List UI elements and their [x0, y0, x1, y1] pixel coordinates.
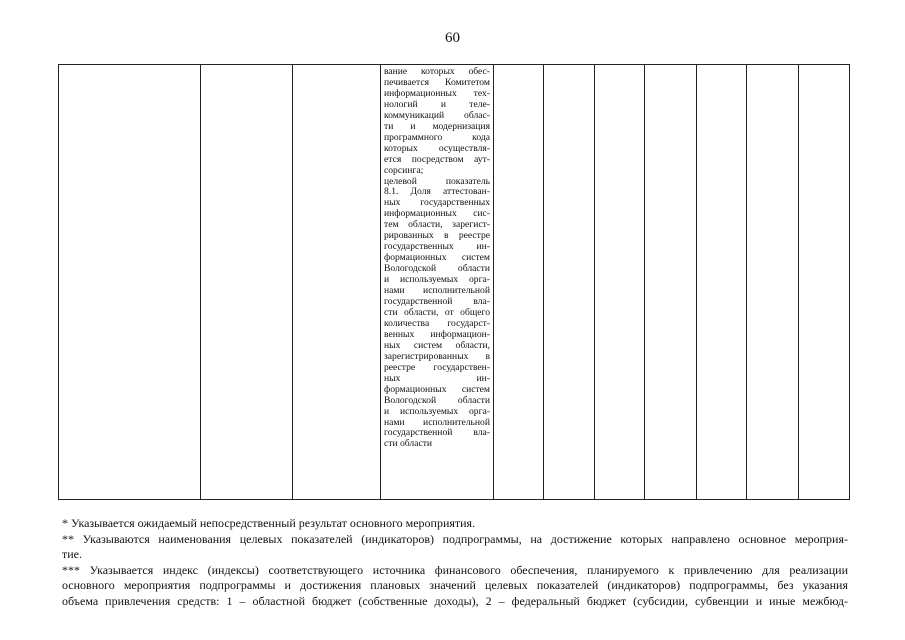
indicator-text-line: коммуникаций облас- — [384, 109, 490, 121]
indicator-text-line: сти области, от общего — [384, 306, 490, 318]
indicator-text-line: формационных систем — [384, 383, 490, 395]
table-row — [59, 65, 850, 500]
indicator-text-line: государственной вла- — [384, 296, 490, 308]
table-cell-indicators — [381, 65, 494, 500]
indicator-text-line: и используемых орга- — [384, 274, 490, 286]
indicator-text-line: сорсинга; — [384, 164, 424, 176]
footnote-sources-line2: основного мероприятия подпрограммы и достижения плановых значений целевых показателей (индикаторов) подпрограммы, без указания — [62, 578, 848, 592]
indicator-text-line: нами исполнительной — [384, 285, 490, 297]
footnote-sources-line3: объема привлечения средств: 1 – областной бюджет (собственные доходы), 2 – федеральный бюджет (субсидии, субвенции и иные межбюд- — [62, 593, 848, 608]
indicator-text-line: нами исполнительной — [384, 416, 490, 428]
indicator-text-line: 8.1. Доля аттестован- — [384, 186, 490, 198]
indicator-text-line: количества государст- — [384, 317, 490, 329]
page-number: 60 — [445, 30, 460, 46]
indicator-text-line: сти области — [384, 438, 433, 450]
program-table — [58, 64, 850, 500]
table-cell-empty — [645, 65, 697, 500]
indicator-text-line: целевой показатель — [384, 175, 490, 187]
indicator-text-line: государственной вла- — [384, 427, 490, 439]
table-cell-empty — [747, 65, 799, 500]
indicator-text-line: формационных систем — [384, 252, 490, 264]
indicator-text-line: информационных сис- — [384, 208, 490, 220]
table-cell-empty — [494, 65, 544, 500]
footnote-indicators-line2: тие. — [62, 547, 82, 561]
indicator-text-line: которых осуществля- — [384, 142, 490, 154]
indicator-text-line: нологий и теле- — [384, 98, 490, 110]
table-cell-empty — [59, 65, 201, 500]
table-cell-empty — [595, 65, 645, 500]
indicator-text-line: ных систем области, — [384, 339, 490, 351]
indicator-text-line: Вологодской области — [384, 394, 490, 406]
footnote-result: * Указывается ожидаемый непосредственный результат основного мероприятия. — [62, 516, 476, 530]
indicator-text-line: ется посредством аут- — [384, 153, 490, 165]
indicator-text-line: реестре государствен- — [384, 361, 490, 373]
indicator-text-line: Вологодской области — [384, 263, 490, 275]
table-cell-empty — [201, 65, 293, 500]
indicator-text-line: программного кода — [384, 131, 490, 143]
indicator-text-line: информационных тех- — [384, 87, 490, 99]
indicator-text-line: ных ин- — [384, 372, 490, 384]
indicator-text-line: ных государственных — [384, 197, 490, 209]
indicator-text-line: государственных ин- — [384, 241, 490, 253]
table-cell-empty — [544, 65, 595, 500]
indicator-text-line: и используемых орга- — [384, 405, 490, 417]
footnotes — [62, 516, 848, 609]
table-cell-empty — [799, 65, 850, 500]
indicator-text-line: вание которых обес- — [384, 66, 490, 77]
indicator-text-line: печивается Комитетом — [384, 76, 490, 88]
footnote-sources-line1: *** Указывается индекс (индексы) соответствующего источника финансового обеспечения, планируемого к привлечению для реализации — [62, 562, 848, 577]
footnote-indicators-line1: ** Указываются наименования целевых показателей (индикаторов) подпрограммы, на достижение которых направлено основное мероприя- — [62, 531, 848, 546]
indicator-text-line: венных информацион- — [384, 328, 490, 340]
table-cell-empty — [697, 65, 747, 500]
table-cell-empty — [293, 65, 381, 500]
indicator-text-line: тем области, зарегист- — [384, 219, 490, 231]
indicator-text — [381, 65, 493, 450]
indicator-text-line: рированных в реестре — [384, 230, 490, 242]
indicator-text-line: ти и модернизация — [384, 120, 490, 132]
indicator-text-line: зарегистрированных в — [384, 350, 490, 362]
